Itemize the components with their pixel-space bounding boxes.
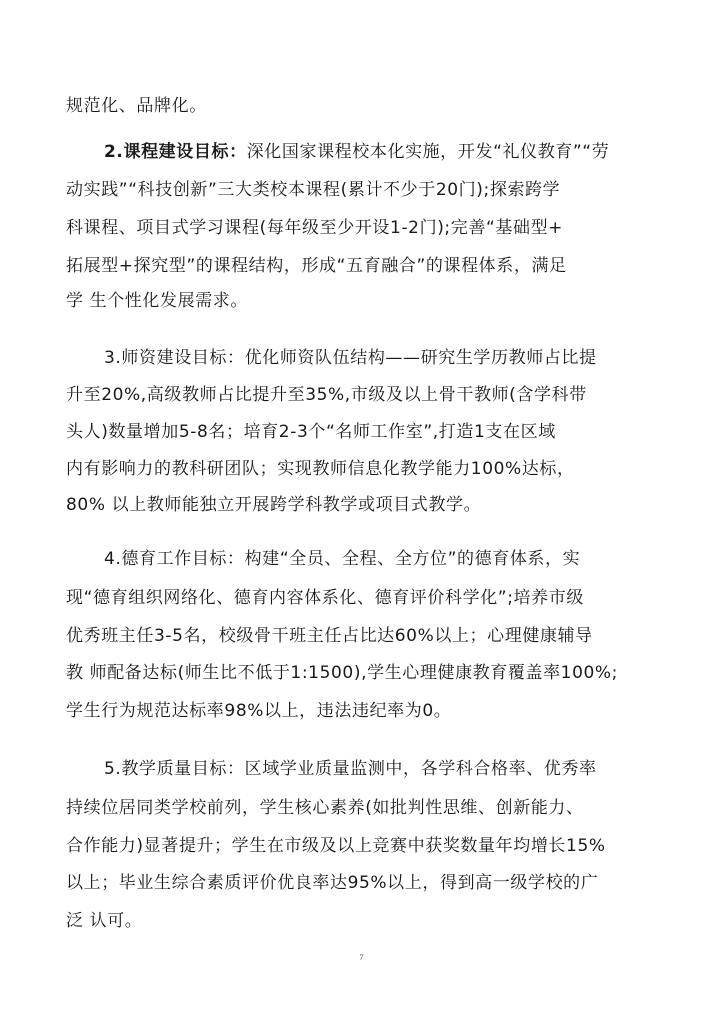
paragraph-line: 头人)数量增加5-8名；培育2-3个“名师工作室”,打造1支在区域 bbox=[66, 422, 556, 442]
paragraph-line: 3.师资建设目标：优化师资队伍结构——研究生学历教师占比提 bbox=[104, 348, 597, 368]
paragraph-text: 深化国家课程校本化实施，开发“礼仪教育”“劳 bbox=[246, 142, 610, 162]
paragraph-line: 合作能力)显著提升；学生在市级及以上竞赛中获奖数量年均增长15% bbox=[66, 836, 606, 856]
paragraph-line: 学生行为规范达标率98%以上，违法违纪率为0。 bbox=[66, 701, 452, 721]
section-heading: 2.课程建设目标： bbox=[104, 142, 247, 162]
paragraph-line: 动实践”“科技创新”三大类校本课程(累计不少于20门);探索跨学 bbox=[66, 180, 561, 200]
paragraph-line: 持续位居同类学校前列，学生核心素养(如批判性思维、创新能力、 bbox=[66, 798, 584, 818]
paragraph-line: 学 生个性化发展需求。 bbox=[66, 291, 249, 311]
paragraph-line: 80% 以上教师能独立开展跨学科教学或项目式教学。 bbox=[66, 495, 482, 515]
paragraph-line: 5.教学质量目标：区域学业质量监测中，各学科合格率、优秀率 bbox=[104, 759, 597, 779]
paragraph-line: 以上；毕业生综合素质评价优良率达95%以上，得到高一级学校的广 bbox=[66, 873, 599, 893]
paragraph-line: 内有影响力的教科研团队；实现教师信息化教学能力100%达标， bbox=[66, 459, 575, 479]
page-number: 7 bbox=[359, 953, 364, 962]
paragraph-line: 规范化、品牌化。 bbox=[66, 96, 207, 116]
paragraph-line: 升至20%,高级教师占比提升至35%,市级及以上骨干教师(含学科带 bbox=[66, 385, 587, 405]
paragraph-line: 科课程、项目式学习课程(每年级至少开设1-2门);完善“基础型+ bbox=[66, 218, 564, 238]
paragraph-line: 拓展型+探究型”的课程结构，形成“五育融合”的课程体系，满足 bbox=[66, 256, 567, 276]
paragraph-line: 泛 认可。 bbox=[66, 911, 143, 931]
paragraph-line: 优秀班主任3-5名，校级骨干班主任占比达60%以上；心理健康辅导 bbox=[66, 626, 593, 646]
paragraph-line: 现“德育组织网络化、德育内容体系化、德育评价科学化”;培养市级 bbox=[66, 588, 584, 608]
paragraph-line: 4.德育工作目标：构建“全员、全程、全方位”的德育体系，实 bbox=[104, 549, 581, 569]
paragraph-line bbox=[104, 141, 674, 163]
paragraph-line: 教 师配备达标(师生比不低于1:1500),学生心理健康教育覆盖率100%; bbox=[66, 663, 619, 683]
